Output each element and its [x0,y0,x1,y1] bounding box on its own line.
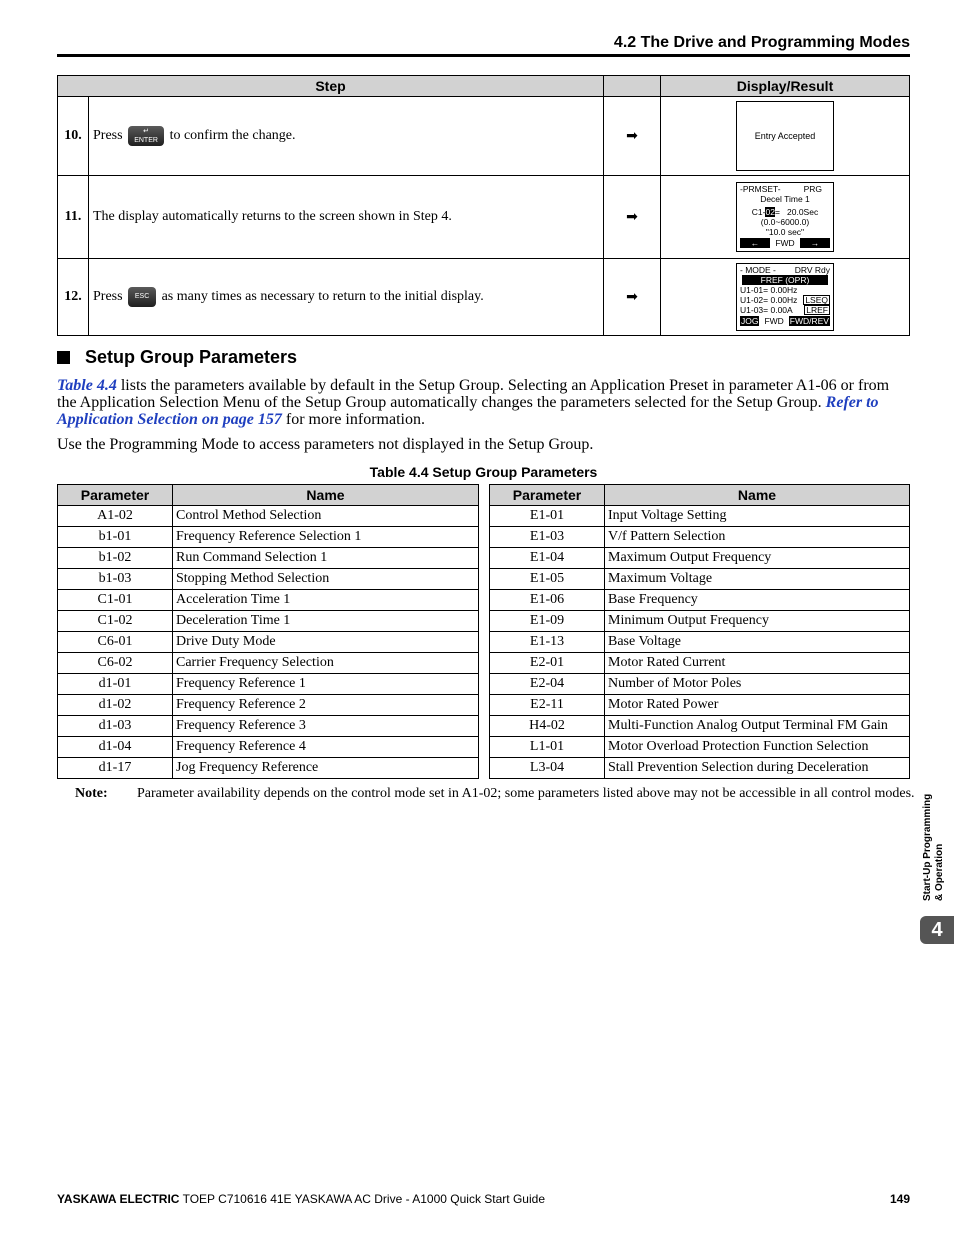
parameter-code: b1-03 [58,569,173,590]
parameter-name: Input Voltage Setting [605,506,910,527]
intro-paragraph: Table 4.4 lists the parameters available by default in the Setup Group. Selecting an Application Preset in parameter A1-06 or from the Application Selection Menu of the Setup Group automatically changes the parameters selected for the Setup Group. Refer to Application Selection on page 157 for more information. [57,377,890,428]
col-parameter: Parameter [490,485,605,506]
step-text: Press ↵ ENTER to confirm the change. [89,97,604,176]
table-row [58,716,479,737]
parameter-code: C1-01 [58,590,173,611]
parameter-code: C6-01 [58,632,173,653]
parameter-code: L1-01 [490,737,605,758]
parameter-code: d1-17 [58,758,173,779]
parameter-code: H4-02 [490,716,605,737]
parameter-name: Frequency Reference 1 [173,674,479,695]
table-row [58,674,479,695]
table-row [58,548,479,569]
section-header: 4.2 The Drive and Programming Modes [57,33,910,57]
table-row [58,758,479,779]
table-row [490,569,910,590]
parameter-code: E2-04 [490,674,605,695]
table-row [490,590,910,611]
table-4-4-link[interactable]: Table 4.4 [57,377,117,394]
parameter-name: Acceleration Time 1 [173,590,479,611]
parameter-code: E1-01 [490,506,605,527]
param-table-right [489,484,910,779]
parameter-code: E1-06 [490,590,605,611]
lcd-mode: - MODE - DRV Rdy FREF (OPR) U1-01= 0.00Hz U1-02= 0.00Hz LSEQ U1-03= 0.00A LREF JOG FWD FWD/REV [736,263,834,331]
table-row [58,506,479,527]
page-number: 149 [889,1192,910,1206]
col-step: Step [58,76,604,97]
section-heading: Setup Group Parameters [57,347,297,368]
step-table [57,75,910,336]
table-row [58,527,479,548]
right-arrow-icon: ➡ [604,97,661,176]
parameter-name: Frequency Reference 2 [173,695,479,716]
table-row [58,611,479,632]
table-row [490,716,910,737]
parameter-code: d1-04 [58,737,173,758]
step-row-11 [58,176,910,259]
parameter-name: Stopping Method Selection [173,569,479,590]
parameter-name: V/f Pattern Selection [605,527,910,548]
display-result [661,176,910,259]
table-row [490,548,910,569]
step-number: 11. [58,176,89,259]
table-row [58,737,479,758]
table-row [490,674,910,695]
parameter-code: C1-02 [58,611,173,632]
parameter-name: Run Command Selection 1 [173,548,479,569]
note: Note: Parameter availability depends on the control mode set in A1-02; some parameters listed above may not be accessible in all control modes. [75,786,915,801]
parameter-code: b1-01 [58,527,173,548]
table-row [490,695,910,716]
parameter-code: C6-02 [58,653,173,674]
parameter-name: Motor Rated Power [605,695,910,716]
parameter-name: Stall Prevention Selection during Deceleration [605,758,910,779]
parameter-name: Frequency Reference 4 [173,737,479,758]
parameter-name: Base Frequency [605,590,910,611]
parameter-code: E1-05 [490,569,605,590]
page-footer: YASKAWA ELECTRIC TOEP C710616 41E YASKAWA AC Drive - A1000 Quick Start Guide 149 [57,1192,910,1206]
table-row [58,653,479,674]
lcd-entry-accepted: Entry Accepted [736,101,834,171]
parameter-name: Deceleration Time 1 [173,611,479,632]
parameter-code: A1-02 [58,506,173,527]
parameter-name: Number of Motor Poles [605,674,910,695]
table-row [58,569,479,590]
parameter-code: d1-02 [58,695,173,716]
step-text: The display automatically returns to the screen shown in Step 4. [89,176,604,259]
parameter-code: E1-03 [490,527,605,548]
parameter-name: Multi-Function Analog Output Terminal FM Gain [605,716,910,737]
table-row [490,653,910,674]
right-arrow-icon: ➡ [604,176,661,259]
esc-key-icon: ESC [128,287,156,307]
parameter-name: Control Method Selection [173,506,479,527]
step-number: 12. [58,259,89,336]
right-arrow-icon: → [800,238,830,248]
col-parameter: Parameter [58,485,173,506]
parameter-code: E1-13 [490,632,605,653]
step-row-10 [58,97,910,176]
parameter-code: E1-09 [490,611,605,632]
table-row [490,737,910,758]
chapter-tab: 4 [920,916,954,944]
right-arrow-icon: ➡ [604,259,661,336]
square-bullet-icon [57,351,70,364]
parameter-name: Motor Overload Protection Function Selection [605,737,910,758]
application-selection-link[interactable]: Refer to Application Selection on page 157 [57,394,879,428]
left-arrow-icon: ← [740,238,770,248]
parameter-name: Maximum Output Frequency [605,548,910,569]
parameter-code: E2-01 [490,653,605,674]
parameter-name: Drive Duty Mode [173,632,479,653]
step-number: 10. [58,97,89,176]
table-row [58,632,479,653]
parameter-code: E1-04 [490,548,605,569]
parameter-code: d1-03 [58,716,173,737]
side-chapter-label: Start-Up Programming & Operation [922,793,945,901]
lcd-prmset: -PRMSET- PRG Decel Time 1 C1-02= 20.0Sec (0.0~6000.0) "10.0 sec" ← FWD → [736,182,834,252]
display-result [661,97,910,176]
step-row-12 [58,259,910,336]
col-arrow [604,76,661,97]
parameter-code: L3-04 [490,758,605,779]
enter-key-icon: ↵ ENTER [128,126,164,146]
table-row [490,758,910,779]
parameter-name: Frequency Reference 3 [173,716,479,737]
table-row [58,590,479,611]
table-row [490,527,910,548]
parameter-code: d1-01 [58,674,173,695]
parameter-name: Jog Frequency Reference [173,758,479,779]
param-table-left [57,484,479,779]
col-name: Name [173,485,479,506]
display-result [661,259,910,336]
col-name: Name [605,485,910,506]
table-row [58,695,479,716]
table-row [490,611,910,632]
parameter-name: Minimum Output Frequency [605,611,910,632]
step-table-header [58,76,910,97]
parameter-name: Maximum Voltage [605,569,910,590]
table-row [490,632,910,653]
table-row [490,506,910,527]
parameter-code: E2-11 [490,695,605,716]
parameter-name: Frequency Reference Selection 1 [173,527,479,548]
parameter-name: Carrier Frequency Selection [173,653,479,674]
programming-mode-paragraph: Use the Programming Mode to access parameters not displayed in the Setup Group. [57,436,594,453]
table-caption: Table 4.4 Setup Group Parameters [369,464,598,480]
parameter-name: Motor Rated Current [605,653,910,674]
col-result: Display/Result [661,76,910,97]
parameter-name: Base Voltage [605,632,910,653]
step-text: Press ESC as many times as necessary to return to the initial display. [89,259,604,336]
parameter-code: b1-02 [58,548,173,569]
